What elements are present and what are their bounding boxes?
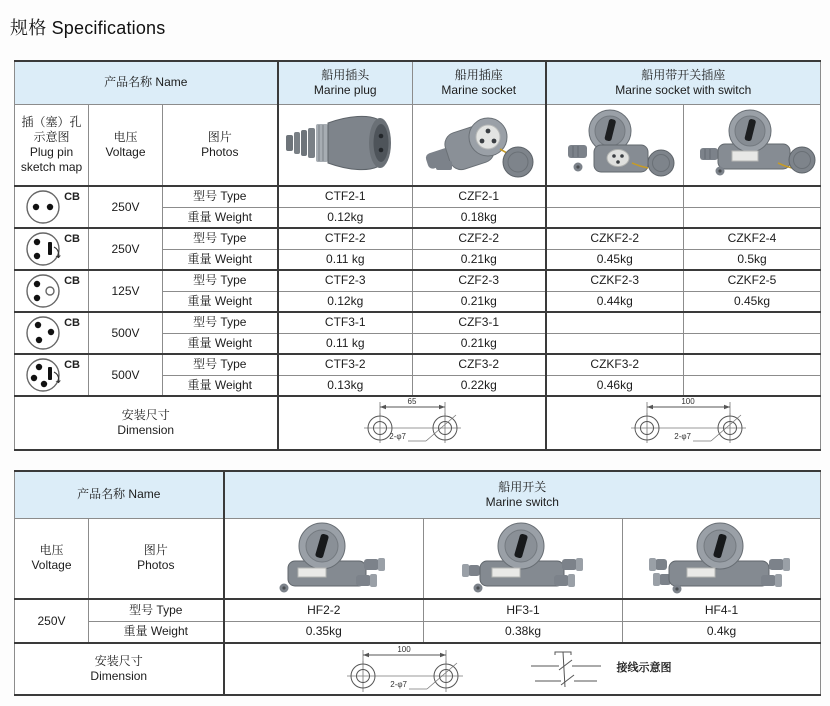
photos2-en: Photos [137,558,175,573]
type-value [684,186,821,207]
photos-en: Photos [201,144,239,159]
header-product-name-2: 产品名称 Name [15,471,224,518]
photo-cell-marine-plug [278,104,413,186]
dimension-drawing-switch [224,643,821,695]
marine-switch-photo-hf4-1 [625,519,819,594]
voltage-value: 250V [89,186,163,228]
type-value [546,312,684,333]
subheader-voltage [89,104,163,186]
type-label: 型号 Type [163,270,278,291]
header-marine-plug-zh: 船用插头 [321,67,370,82]
marine-switch-photo-hf3-1 [426,519,621,594]
dimension-label-2 [15,643,224,695]
cb-standard-label: CB [64,317,80,329]
header-marine-socket-en: Marine socket [441,82,517,97]
marine-socket-switch-photo-2 [686,105,819,181]
type-value: CZKF3-2 [546,354,684,375]
mounting-dimension-drawing-100 [548,397,819,445]
type-label: 型号 Type [163,186,278,207]
photo-cell-marine-socket [413,104,546,186]
type-label: 型号 Type [163,312,278,333]
cb-standard-label: CB [64,191,80,203]
voltage-value: 250V [89,228,163,270]
voltage-en: Voltage [105,144,146,159]
plug-pin-line1: 插（塞）孔 [21,114,82,129]
header-marine-switch [224,471,821,518]
wiring-diagram-label: 接线示意图 [616,662,672,675]
type-value: CZF2-2 [413,228,546,249]
header-marine-socket-switch [546,61,821,104]
weight-label: 重量 Weight [163,375,278,396]
dimension-zh: 安装尺寸 [121,408,170,422]
type-value-hf2-2: HF2-2 [224,599,424,621]
weight-label: 重量 Weight [163,333,278,354]
pin-sketch-3pin-earth-icon [25,356,65,394]
type-value: CTF3-1 [278,312,413,333]
type-value [684,312,821,333]
voltage-value-2: 250V [15,599,89,643]
subheader-plug-pin-sketch [15,104,89,186]
subheader-voltage-2 [15,518,89,599]
weight-value: 0.11 kg [278,249,413,270]
header-marine-socket-zh: 船用插座 [454,67,503,82]
type-value: CZKF2-2 [546,228,684,249]
pin-sketch-2pin-earth [15,228,89,270]
marine-switch-photo-hf2-2 [226,519,422,594]
weight-value [684,207,821,228]
voltage2-en: Voltage [31,558,72,573]
weight-value: 0.45kg [684,291,821,312]
svg-text:100: 100 [396,645,411,654]
weight-value: 0.5kg [684,249,821,270]
weight-label: 重量 Weight [163,207,278,228]
wiring-diagram-icon [529,647,603,691]
dimension2-zh: 安装尺寸 [94,654,143,668]
header-marine-plug [278,61,413,104]
spec-table-plugs-sockets [14,60,821,451]
weight-value: 0.21kg [413,291,546,312]
type-value: CZF3-2 [413,354,546,375]
type-label-2: 型号 Type [89,599,224,621]
photo-cell-hf4-1 [623,518,821,599]
dimension-drawing-100 [546,396,821,450]
subheader-photos [163,104,278,186]
header-marine-plug-en: Marine plug [313,82,377,97]
weight-value-hf3-1: 0.38kg [424,621,623,643]
weight-value [546,207,684,228]
type-value: CTF2-2 [278,228,413,249]
weight-value [546,333,684,354]
mounting-dimension-drawing-65 [280,397,544,445]
voltage-value: 125V [89,270,163,312]
type-value-hf3-1: HF3-1 [424,599,623,621]
type-value: CZF2-3 [413,270,546,291]
cb-standard-label: CB [64,275,80,287]
svg-text:100: 100 [681,397,695,406]
weight-value: 0.21kg [413,249,546,270]
marine-socket-switch-photo-1 [548,105,682,181]
photo-cell-hf2-2 [224,518,424,599]
page-title: 规格 Specifications [10,18,166,38]
svg-text:65: 65 [407,397,416,406]
pin-sketch-2pin-neutral [15,270,89,312]
type-value: CZKF2-5 [684,270,821,291]
type-value: CZF2-1 [413,186,546,207]
photos2-zh: 图片 [143,543,168,558]
subheader-photos-2 [89,518,224,599]
pin-sketch-3pin [15,312,89,354]
type-value: CTF3-2 [278,354,413,375]
voltage-zh: 电压 [113,129,138,144]
cb-standard-label: CB [64,233,80,245]
type-value [546,186,684,207]
photo-cell-socket-switch-1 [546,104,684,186]
voltage-value: 500V [89,312,163,354]
type-value [684,354,821,375]
weight-value [684,333,821,354]
type-value: CZKF2-3 [546,270,684,291]
dimension-label [15,396,278,450]
type-value: CTF2-3 [278,270,413,291]
svg-text:2-φ7: 2-φ7 [674,432,691,441]
weight-label: 重量 Weight [163,291,278,312]
voltage-value: 500V [89,354,163,396]
cb-standard-label: CB [64,359,80,371]
plug-pin-line2: 示意图 [33,129,70,144]
pin-sketch-2pin-neutral-icon [25,272,65,310]
type-value: CZF3-1 [413,312,546,333]
type-value-hf4-1: HF4-1 [623,599,821,621]
weight-value: 0.13kg [278,375,413,396]
weight-value-hf2-2: 0.35kg [224,621,424,643]
type-value: CTF2-1 [278,186,413,207]
header-marine-socket-switch-en: Marine socket with switch [615,82,752,97]
header-marine-socket [413,61,546,104]
type-label: 型号 Type [163,354,278,375]
weight-value: 0.45kg [546,249,684,270]
pin-sketch-2pin-icon [25,188,65,226]
voltage2-zh: 电压 [39,543,64,558]
header-product-name: 产品名称 Name [15,61,278,104]
pin-sketch-3pin-earth [15,354,89,396]
marine-plug-photo [280,105,411,181]
weight-value: 0.12kg [278,291,413,312]
weight-label-2: 重量 Weight [89,621,224,643]
weight-value: 0.11 kg [278,333,413,354]
weight-value: 0.22kg [413,375,546,396]
spec-table-switches [14,470,821,696]
weight-value: 0.44kg [546,291,684,312]
weight-value: 0.21kg [413,333,546,354]
plug-pin-line3: Plug pin [29,144,74,159]
weight-value: 0.18kg [413,207,546,228]
dimension2-en: Dimension [90,669,148,683]
weight-value [684,375,821,396]
dimension-en: Dimension [117,423,175,437]
photo-cell-socket-switch-2 [684,104,821,186]
type-value: CZKF2-4 [684,228,821,249]
weight-label: 重量 Weight [163,249,278,270]
header-marine-switch-zh: 船用开关 [498,479,547,494]
marine-socket-photo [414,105,543,181]
plug-pin-line4: sketch map [20,159,83,174]
header-marine-socket-switch-zh: 船用带开关插座 [641,67,726,82]
weight-value: 0.12kg [278,207,413,228]
svg-text:2-φ7: 2-φ7 [389,680,407,689]
photos-zh: 图片 [207,129,232,144]
weight-value: 0.46kg [546,375,684,396]
pin-sketch-2pin-earth-icon [25,230,65,268]
mounting-dimension-drawing-switch [225,644,505,694]
photo-cell-hf3-1 [424,518,623,599]
pin-sketch-3pin-icon [25,314,65,352]
weight-value-hf4-1: 0.4kg [623,621,821,643]
dimension-drawing-65 [278,396,546,450]
header-marine-switch-en: Marine switch [485,494,559,509]
type-label: 型号 Type [163,228,278,249]
pin-sketch-2pin [15,186,89,228]
svg-text:2-φ7: 2-φ7 [388,432,406,441]
